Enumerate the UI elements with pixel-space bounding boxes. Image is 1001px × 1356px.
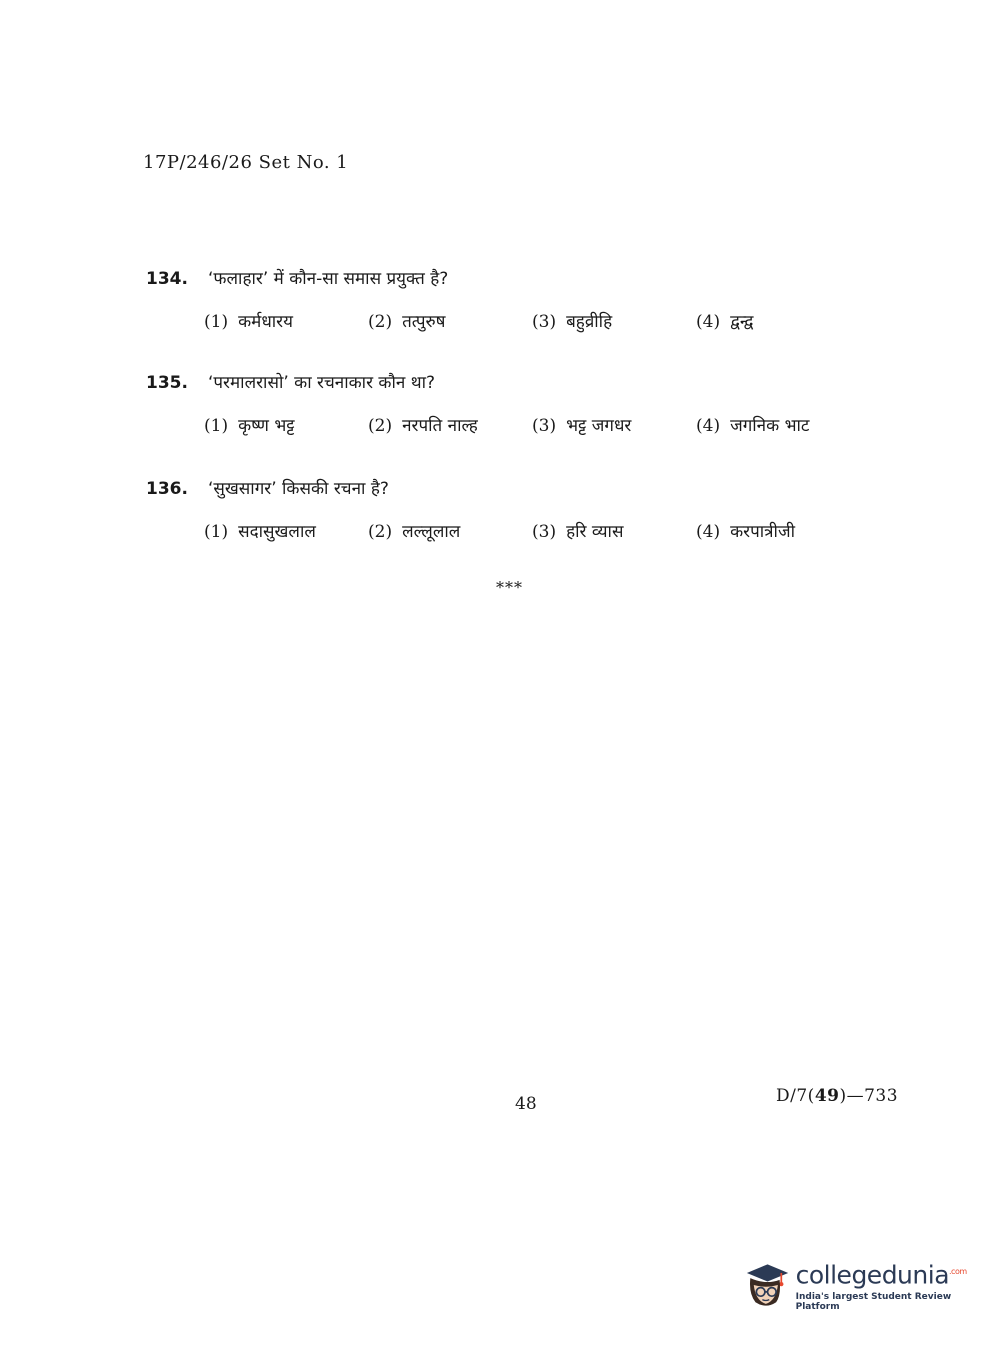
question-text: ‘फलाहार’ में कौन-सा समास प्रयुक्त है? (208, 269, 449, 289)
option-2: (2) नरपति नाल्ह (368, 416, 478, 436)
question-134 (146, 266, 886, 332)
option-3: (3) हरि व्यास (532, 522, 624, 542)
option-4: (4) करपात्रीजी (696, 522, 795, 542)
question-number: 136. (146, 479, 188, 499)
exam-code: 17P/246/26 Set No. 1 (143, 152, 349, 173)
option-4: (4) द्वन्द्व (696, 312, 754, 332)
option-4: (4) जगनिक भाट (696, 416, 810, 436)
mascot-icon (740, 1255, 792, 1315)
collegedunia-logo (740, 1250, 970, 1320)
question-number: 135. (146, 373, 188, 393)
footer-code: D/7(49)—733 (776, 1086, 899, 1106)
end-separator: *** (496, 578, 523, 597)
question-text: ‘परमालरासो’ का रचनाकार कौन था? (208, 373, 436, 393)
question-number: 134. (146, 269, 188, 289)
logo-tagline: India's largest Student Review Platform (795, 1291, 952, 1312)
question-135 (146, 370, 886, 436)
option-2: (2) तत्पुरुष (368, 312, 446, 332)
option-1: (1) कर्मधारय (204, 312, 293, 332)
question-text: ‘सुखसागर’ किसकी रचना है? (208, 479, 389, 499)
options-list (204, 519, 886, 542)
option-1: (1) कृष्ण भट्ट (204, 416, 295, 436)
question-136 (146, 476, 886, 542)
page-number: 48 (515, 1094, 537, 1114)
option-2: (2) लल्लूलाल (368, 522, 461, 542)
logo-name: collegedunia$^{.com}$ (795, 1260, 967, 1290)
options-list (204, 413, 886, 436)
option-1: (1) सदासुखलाल (204, 522, 316, 542)
option-3: (3) बहुव्रीहि (532, 312, 613, 332)
option-3: (3) भट्ट जगधर (532, 416, 632, 436)
options-list (204, 309, 886, 332)
